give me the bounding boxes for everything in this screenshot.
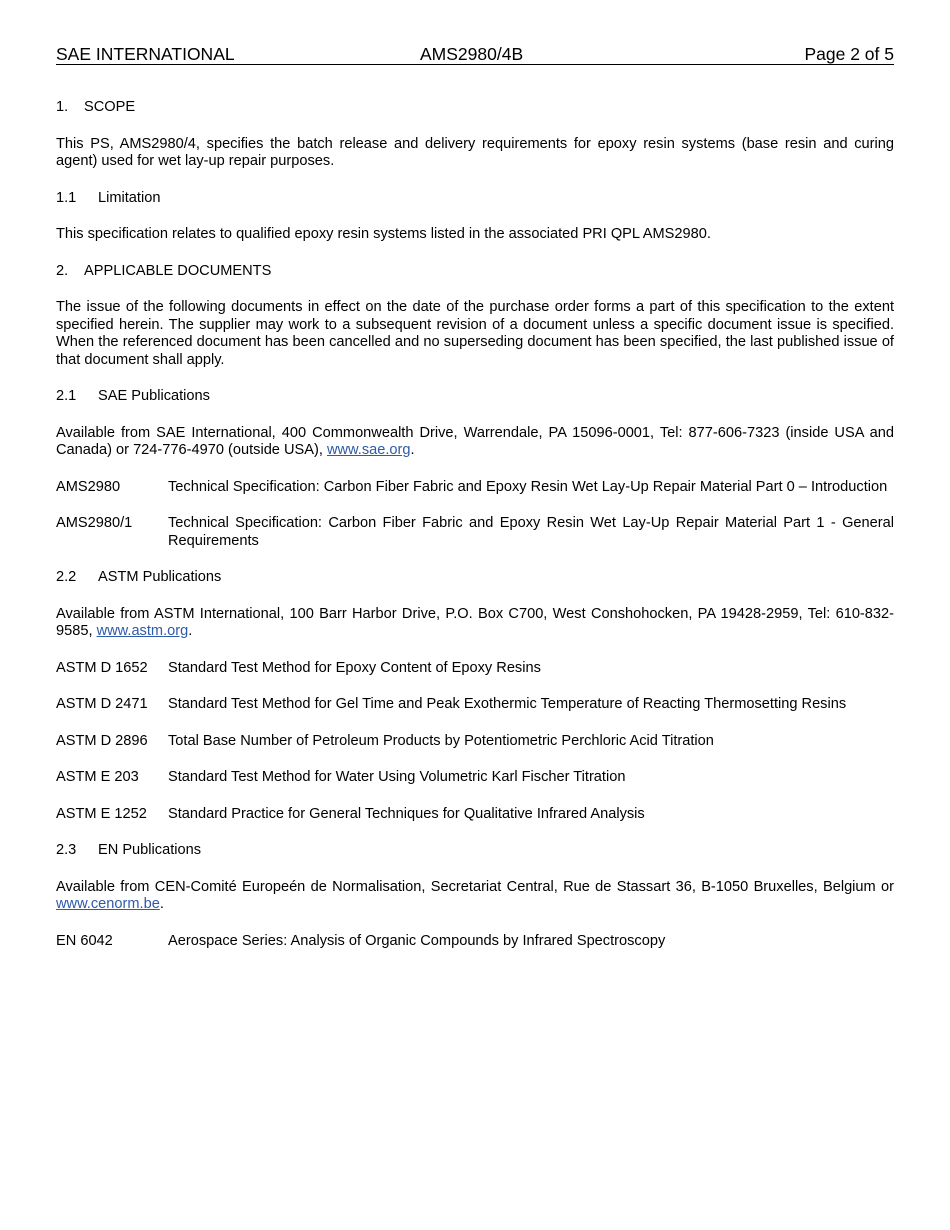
reference-code: ASTM E 1252 xyxy=(56,805,147,822)
section-heading-sae-publications xyxy=(56,388,894,406)
section-number: 2. xyxy=(56,262,69,279)
section-heading-limitation xyxy=(56,190,894,208)
applicable-documents-paragraph: The issue of the following documents in effect on the date of the purchase order forms a part of this specification to the extent specified herein. The supplier may work to a subsequent revision of a document unless a specific document issue is specified. When the referenced document has been cancelled and no superseding document has been specified, the last published issue of that document shall apply. xyxy=(56,299,894,368)
header-page-number: Page 2 of 5 xyxy=(804,44,894,64)
page-header xyxy=(56,44,894,65)
document-body xyxy=(56,99,894,950)
reference-code: ASTM E 203 xyxy=(56,769,139,785)
reference-row xyxy=(56,769,894,787)
section-title: SAE Publications xyxy=(98,388,210,404)
availability-text: Available from CEN-Comité Europeén de Normalisation, Secretariat Central, Rue de Stassart 36, B-1050 Bruxelles, Belgium or xyxy=(56,878,894,895)
limitation-paragraph: This specification relates to qualified epoxy resin systems listed in the associated PRI QPL AMS2980. xyxy=(56,226,711,242)
reference-row xyxy=(56,696,894,714)
reference-title: Standard Test Method for Water Using Volumetric Karl Fischer Titration xyxy=(168,769,626,785)
reference-code: AMS2980 xyxy=(56,478,121,495)
sae-availability-paragraph xyxy=(56,425,894,460)
reference-code: ASTM D 2896 xyxy=(56,732,148,749)
reference-code: EN 6042 xyxy=(56,932,113,949)
availability-text: Available from ASTM International, 100 Barr Harbor Drive, P.O. Box C700, West Conshohocken, PA 19428-2959, Tel: 610-832-9585, xyxy=(56,605,894,639)
reference-code: ASTM D 2471 xyxy=(56,696,148,712)
section-title: ASTM Publications xyxy=(98,569,222,585)
reference-row xyxy=(56,933,894,951)
section-number: 2.2 xyxy=(56,569,77,585)
section-heading-applicable-documents xyxy=(56,263,894,281)
section-title: Limitation xyxy=(98,189,161,206)
section-number: 2.1 xyxy=(56,388,77,404)
section-heading-en-publications xyxy=(56,842,894,860)
reference-row xyxy=(56,806,894,824)
section-number: 1. xyxy=(56,99,69,115)
reference-row xyxy=(56,515,894,550)
availability-text: Available from SAE International, 400 Commonwealth Drive, Warrendale, PA 15096-0001, Tel: 877-606-7323 (inside USA and Canada) or 724-776-4970 (outside USA), xyxy=(56,424,894,458)
period: . xyxy=(159,896,164,912)
reference-title: Aerospace Series: Analysis of Organic Compounds by Infrared Spectroscopy xyxy=(168,932,666,949)
reference-row xyxy=(56,733,894,751)
astm-availability-paragraph xyxy=(56,606,894,641)
reference-code: ASTM D 1652 xyxy=(56,659,148,676)
reference-title: Standard Test Method for Gel Time and Peak Exothermic Temperature of Reacting Thermosetting Resins xyxy=(168,696,847,712)
section-title: APPLICABLE DOCUMENTS xyxy=(84,262,272,279)
reference-title: Standard Practice for General Techniques for Qualitative Infrared Analysis xyxy=(168,805,645,822)
section-heading-astm-publications xyxy=(56,569,894,587)
section-heading-scope xyxy=(56,99,894,117)
reference-title: Technical Specification: Carbon Fiber Fabric and Epoxy Resin Wet Lay-Up Repair Material Part 0 – Introduction xyxy=(168,478,888,495)
reference-title: Technical Specification: Carbon Fiber Fabric and Epoxy Resin Wet Lay-Up Repair Material Part 1 - General Requirements xyxy=(168,515,894,549)
reference-title: Total Base Number of Petroleum Products by Potentiometric Perchloric Acid Titration xyxy=(168,732,714,749)
reference-code: AMS2980/1 xyxy=(56,515,133,531)
reference-row xyxy=(56,660,894,678)
section-title: SCOPE xyxy=(84,99,136,115)
cenorm-website-link[interactable]: www.cenorm.be xyxy=(56,896,160,912)
section-title: EN Publications xyxy=(98,842,202,858)
reference-row xyxy=(56,479,894,497)
section-number: 2.3 xyxy=(56,842,77,858)
header-org: SAE INTERNATIONAL xyxy=(56,44,235,64)
period: . xyxy=(188,623,193,639)
astm-website-link[interactable]: www.astm.org xyxy=(96,623,189,639)
header-doc-number: AMS2980/4B xyxy=(420,44,524,64)
document-page xyxy=(56,44,894,950)
sae-website-link[interactable]: www.sae.org xyxy=(326,442,411,458)
en-availability-paragraph xyxy=(56,879,894,914)
reference-title: Standard Test Method for Epoxy Content of Epoxy Resins xyxy=(168,659,541,676)
period: . xyxy=(410,442,415,458)
section-number: 1.1 xyxy=(56,189,77,206)
scope-paragraph: This PS, AMS2980/4, specifies the batch release and delivery requirements for epoxy resin systems (base resin and curing agent) used for wet lay-up repair purposes. xyxy=(56,135,894,169)
